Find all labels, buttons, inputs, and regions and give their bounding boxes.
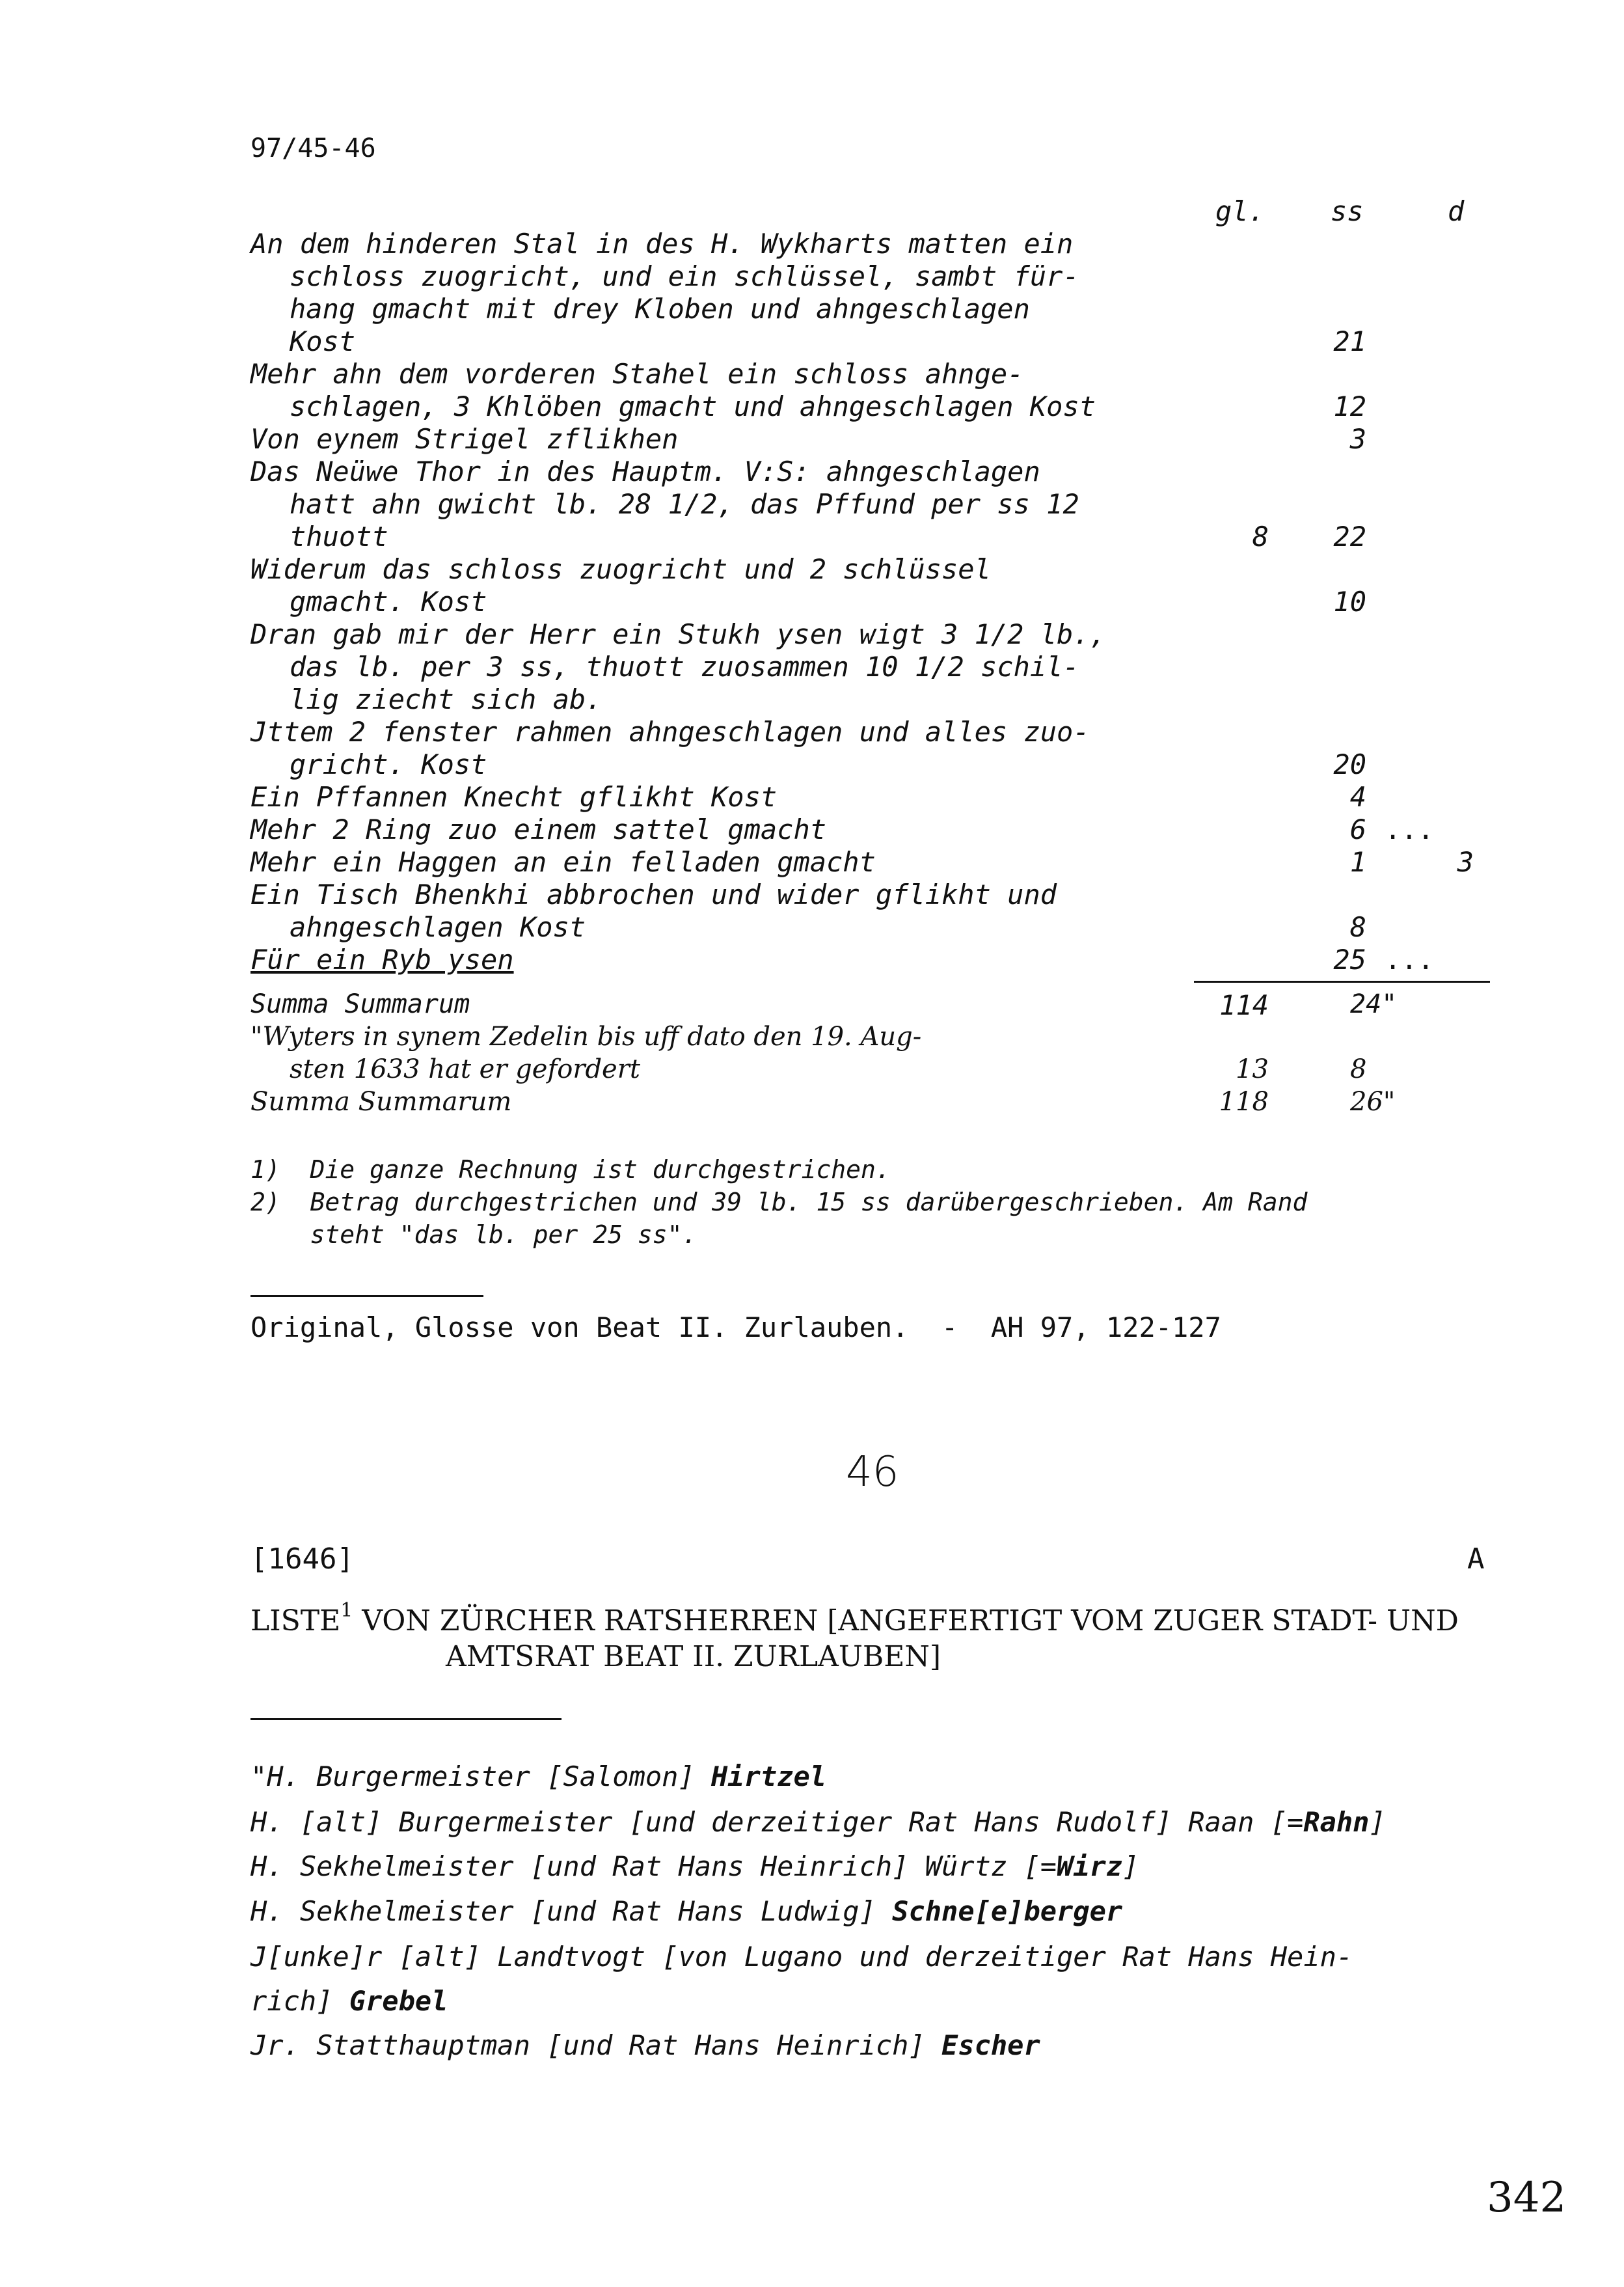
footnote-2-continued: steht "das lb. per 25 ss". [250, 1220, 697, 1249]
account-entry [250, 716, 1174, 781]
page-number: 342 [1487, 2174, 1567, 2222]
entry-amount-ss: 1 [1349, 846, 1366, 878]
title-start: LISTE [250, 1604, 341, 1637]
title-rest: VON ZÜRCHER RATSHERREN [ANGEFERTIGT VOM ZUGER STADT- UND [353, 1604, 1459, 1637]
entry-text-line: lig ziecht sich ab. [290, 683, 602, 715]
entry-text-line: Ein Tisch Bhenkhi abbrochen und wider gflikht und [250, 879, 1057, 911]
title-footnote-marker: 1 [340, 1599, 353, 1622]
separator-rule [250, 1295, 483, 1297]
entry-text-line: das lb. per 3 ss, thuott zuosammen 10 1/2 schil- [290, 651, 1079, 683]
account-entry [250, 944, 1174, 976]
list-item [250, 1850, 1139, 1882]
list-item-text: H. Sekhelmeister [und Rat Hans Heinrich] Würtz [= [250, 1850, 1057, 1882]
list-item [250, 1985, 448, 2017]
entry-text-line: An dem hinderen Stal in des H. Wykharts matten ein [250, 228, 1074, 260]
document-number: 46 [846, 1448, 899, 1496]
summa-ss-2: 26" [1350, 1087, 1396, 1117]
entry-text-line: gmacht. Kost [290, 586, 487, 618]
entry-amount-d: 3 [1457, 846, 1474, 878]
list-item-text: Jr. Statthauptman [und Rat Hans Heinrich] [250, 2029, 942, 2061]
account-entry [250, 456, 1174, 553]
list-item-surname: Wirz [1057, 1850, 1123, 1882]
entry-text-line: Mehr ein Haggen an ein felladen gmacht [250, 846, 876, 878]
account-entry [250, 879, 1174, 944]
source-note: Original, Glosse von Beat II. Zurlauben. - AH 97, 122-127 [250, 1311, 1221, 1343]
account-entry [250, 814, 1174, 846]
list-item-surname: Rahn [1303, 1806, 1370, 1838]
footnote-1: 1) Die ganze Rechnung ist durchgestrichen. [250, 1155, 891, 1184]
entry-text-line: Widerum das schloss zuogricht und 2 schlüssel [250, 553, 991, 585]
footnote-2: 2) Betrag durchgestrichen und 39 lb. 15 ss darübergeschrieben. Am Rand [250, 1188, 1308, 1216]
list-item [250, 2029, 1040, 2061]
list-item-text: ] [1369, 1806, 1386, 1838]
gloss-ss: 8 [1350, 1054, 1367, 1084]
sum-rule [1194, 981, 1490, 983]
illegible-marker: ... [1385, 814, 1434, 845]
entry-text-line: schlagen, 3 Khlöben gmacht und ahngeschlagen Kost [290, 390, 1096, 422]
list-item-surname: Escher [941, 2029, 1040, 2061]
entry-text-line: schloss zuogricht, und ein schlüssel, sambt für- [290, 260, 1079, 292]
account-entry [250, 423, 1174, 456]
document-title-line-2: AMTSRAT BEAT II. ZURLAUBEN] [446, 1640, 941, 1673]
entry-amount-ss: 3 [1349, 423, 1366, 455]
document-title [250, 1599, 1459, 1637]
account-entry [250, 846, 1174, 879]
list-item-text: "H. Burgermeister [Salomon] [250, 1760, 712, 1792]
title-rule [250, 1718, 562, 1720]
column-header-d: d [1448, 195, 1465, 227]
summa-label-1: Summa Summarum [250, 989, 470, 1019]
entry-text-line: Ein Pffannen Knecht gflikht Kost [250, 781, 778, 813]
column-header-ss: ss [1331, 195, 1364, 227]
account-entry [250, 618, 1174, 716]
list-item-surname: Grebel [349, 1985, 448, 2017]
list-item [250, 1895, 1122, 1927]
entry-text-line: hatt ahn gwicht lb. 28 1/2, das Pffund per ss 12 [290, 488, 1079, 520]
entry-amount-ss: 21 [1333, 325, 1366, 357]
entry-text-line: thuott [290, 521, 388, 553]
list-item [250, 1760, 826, 1792]
list-item-surname: Hirtzel [711, 1760, 827, 1792]
entry-amount-ss: 12 [1333, 390, 1366, 422]
entry-text-line: hang gmacht mit drey Kloben und ahngeschlagen [290, 293, 1030, 325]
list-item-text: ] [1122, 1850, 1139, 1882]
column-header-gl: gl. [1215, 195, 1265, 227]
list-item-surname: Schne[e]berger [892, 1895, 1123, 1927]
entry-amount-ss: 8 [1349, 911, 1366, 943]
entry-text-line: Jttem 2 fenster rahmen ahngeschlagen und alles zuo- [250, 716, 1090, 748]
entry-text-line: gricht. Kost [290, 748, 487, 780]
entry-amount-ss: 20 [1333, 748, 1366, 780]
entry-amount-gl: 8 [1252, 521, 1269, 553]
account-entry [250, 228, 1174, 358]
document-date: [1646] [250, 1542, 354, 1576]
entry-amount-ss: 25 [1333, 944, 1366, 976]
entry-amount-ss: 22 [1333, 521, 1366, 553]
summa-gl-1: 114 [1219, 989, 1269, 1021]
list-item [250, 1806, 1386, 1838]
document-reference: 97/45-46 [250, 133, 376, 163]
illegible-marker: ... [1385, 944, 1434, 976]
summa-ss-1: 24" [1350, 989, 1398, 1019]
summa-gl-2: 118 [1219, 1087, 1269, 1117]
entry-amount-ss: 6 [1349, 814, 1366, 845]
list-item-text: rich] [250, 1985, 349, 2017]
entry-amount-ss: 4 [1349, 781, 1366, 813]
entry-text-line: ahngeschlagen Kost [290, 911, 586, 943]
entry-text-line: Für ein Ryb ysen [250, 944, 514, 976]
list-item-text: J[unke]r [alt] Landtvogt [von Lugano und derzeitiger Rat Hans Hein- [250, 1941, 1353, 1973]
account-entry [250, 358, 1174, 423]
list-item-text: H. Sekhelmeister [und Rat Hans Ludwig] [250, 1895, 893, 1927]
account-entry [250, 781, 1174, 814]
account-entry [250, 553, 1174, 618]
gloss-line-1: "Wyters in synem Zedelin bis uff dato den 19. Aug- [250, 1022, 922, 1052]
document-letter: A [1467, 1542, 1485, 1576]
entry-text-line: Von eynem Strigel zflikhen [250, 423, 679, 455]
gloss-gl: 13 [1236, 1054, 1269, 1084]
entry-text-line: Das Neüwe Thor in des Hauptm. V:S: ahngeschlagen [250, 456, 1040, 487]
entry-text-line: Dran gab mir der Herr ein Stukh ysen wigt 3 1/2 lb., [250, 618, 1106, 650]
summa-label-2: Summa Summarum [250, 1087, 512, 1117]
entry-text-line: Mehr 2 Ring zuo einem sattel gmacht [250, 814, 827, 845]
entry-amount-ss: 10 [1333, 586, 1366, 618]
entry-text-line: Kost [290, 325, 356, 357]
gloss-line-2: sten 1633 hat er gefordert [290, 1054, 640, 1084]
list-item [250, 1941, 1353, 1973]
list-item-text: H. [alt] Burgermeister [und derzeitiger Rat Hans Rudolf] Raan [= [250, 1806, 1304, 1838]
entry-text-line: Mehr ahn dem vorderen Stahel ein schloss ahnge- [250, 358, 1024, 390]
